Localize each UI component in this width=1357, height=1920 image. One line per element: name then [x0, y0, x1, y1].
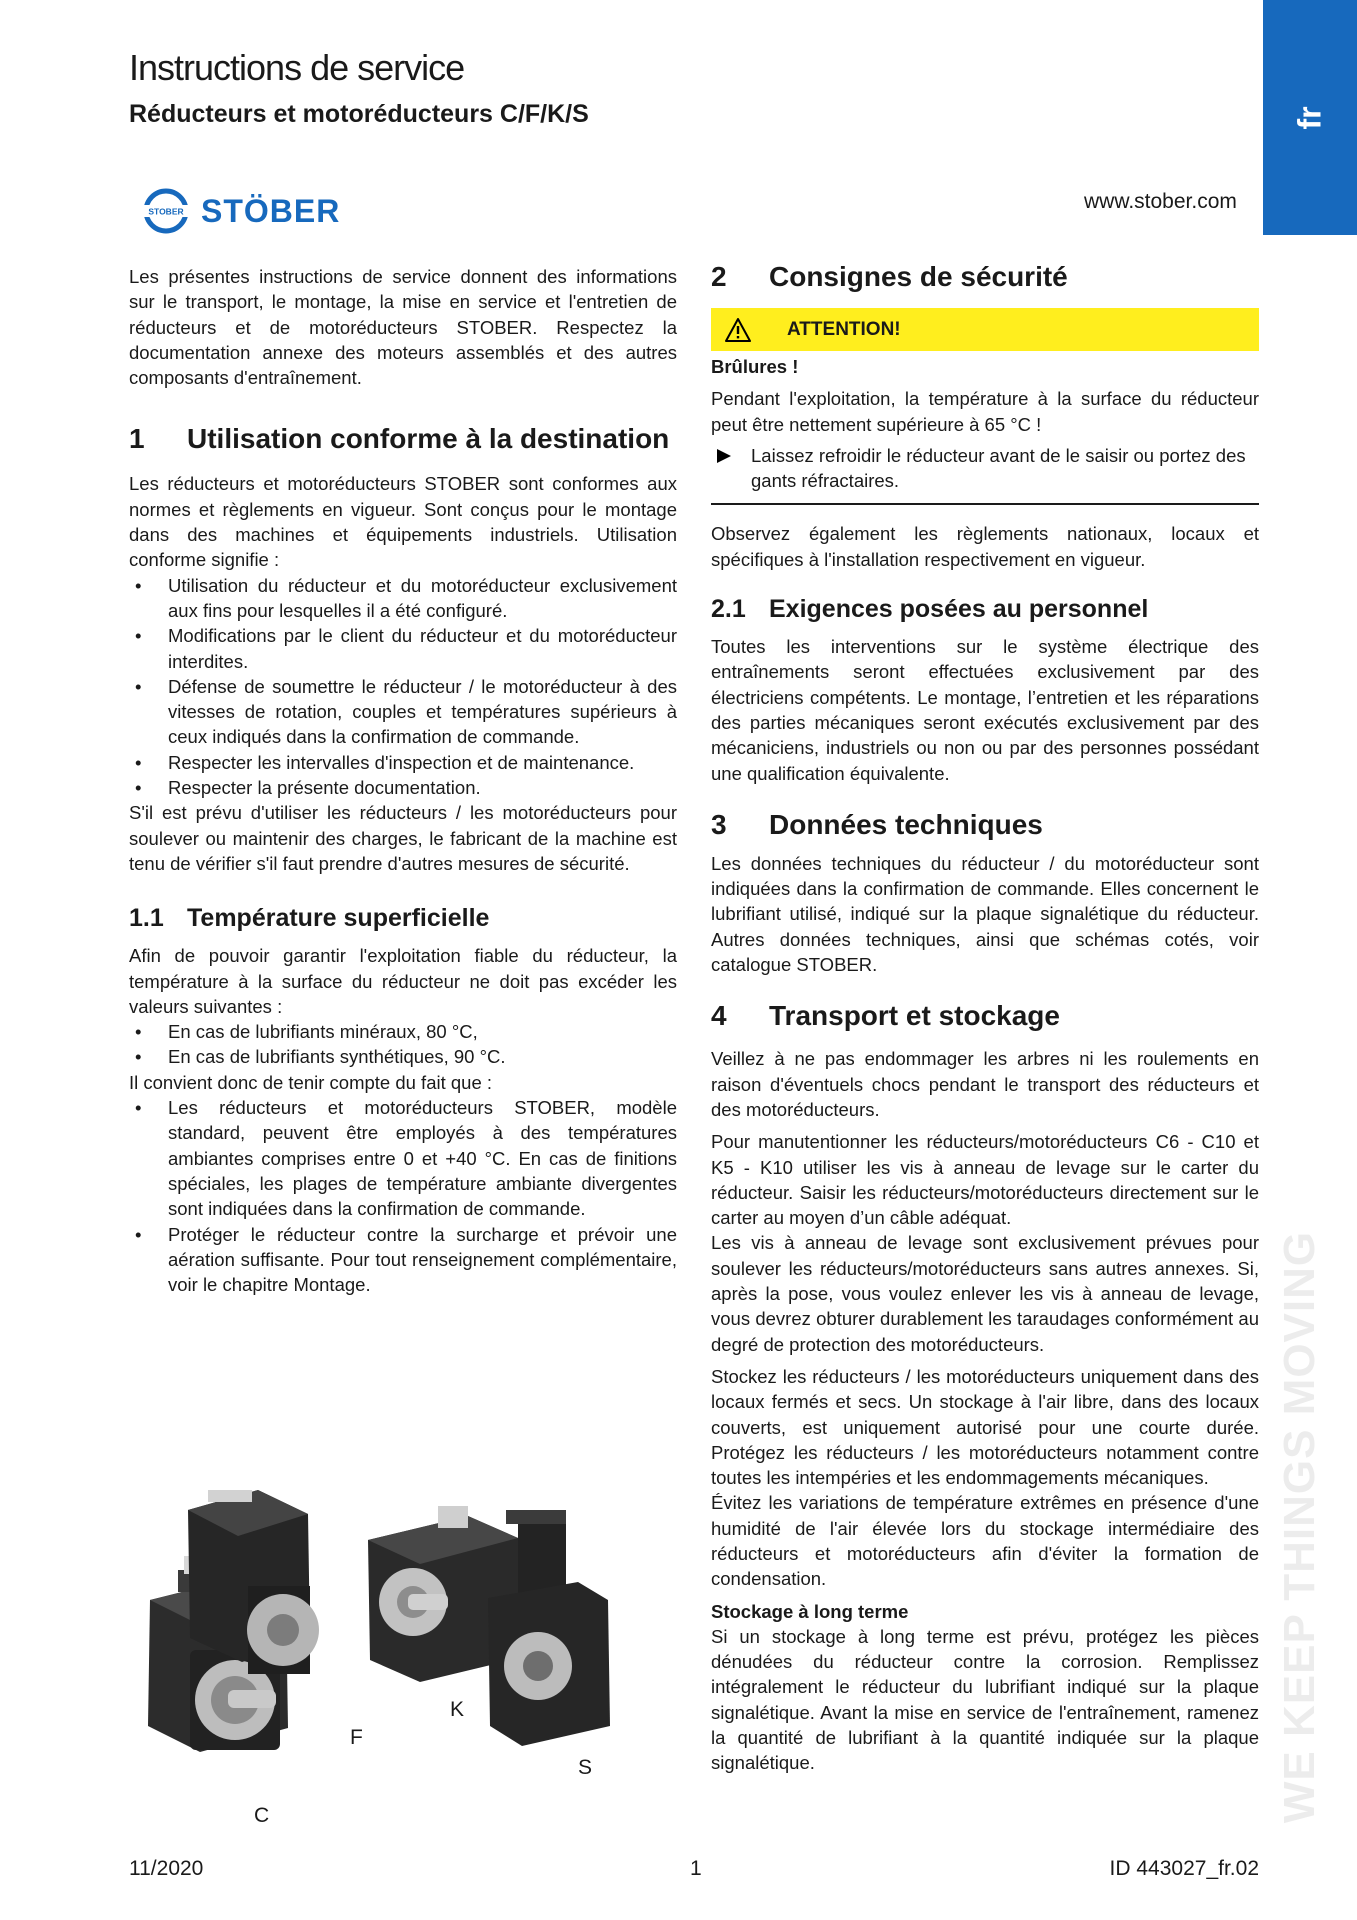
- slogan-watermark: [1250, 1232, 1350, 1822]
- paragraph: Afin de pouvoir garantir l'exploitation fiable du réducteur, la température à la surface du réducteur ne doit pas excéder les valeurs suivantes :: [129, 945, 677, 1017]
- section-number: 4: [711, 1000, 727, 1032]
- action-instruction: Laissez refroidir le réducteur avant de le saisir ou portez des gants réfractaires.: [711, 443, 1259, 494]
- paragraph: Il convient donc de tenir compte du fait que :: [129, 1071, 493, 1093]
- section-number: 3: [711, 808, 727, 840]
- section-2-heading: [711, 258, 1259, 295]
- gear-units-illustration: [138, 1490, 690, 1830]
- list-item: • Protéger le réducteur contre la surcharge et prévoir une aération suffisante. Pour tout renseignement complémentaire, voir le chapitre Montage.: [129, 1222, 677, 1298]
- paragraph: Si un stockage à long terme est prévu, protégez les pièces dénudées du réducteur contre la corrosion. Remplissez intégralement le réducteur du lubrifiant indiqué sur la plaque signalétique. Avant la mise en service de l'entraînement, ramenez la quantité de lubrifiant à la quantité indiquée sur la plaque signalétique.: [711, 1625, 1259, 1774]
- paragraph: Pour manutentionner les réducteurs/motoréducteurs C6 - C10 et K5 - K10 utiliser les vis à anneau de levage sur le carter du réducteur. Saisir les réducteurs/motoréducteurs directement sur le carter au moyen d’un câble adéquat.: [711, 1131, 1259, 1229]
- slogan-text: WE KEEP THINGS MOVING: [1275, 1230, 1324, 1824]
- image-label-f: F: [350, 1726, 363, 1749]
- section-number: 2: [711, 261, 727, 292]
- section-title: Utilisation conforme à la destination: [187, 423, 670, 455]
- section-number: 1: [129, 423, 145, 455]
- section-number: 2.1: [711, 595, 746, 624]
- website-link[interactable]: www.stober.com: [1084, 190, 1237, 213]
- paragraph: Les réducteurs et motoréducteurs STOBER sont conformes aux normes et règlements en vigueur. Sont conçus pour le montage dans des machines et équipements industriels. Utilisation conforme signifie :: [129, 473, 677, 571]
- paragraph: Stockez les réducteurs / les motoréducteurs uniquement dans des locaux fermés et secs. Un stockage à l'air libre, dans des locaux couverts, est uniquement autorisé pour une courte durée. Protégez les réducteurs / les motoréducteurs notamment contre toutes les intempéries et les endommagements mécaniques.: [711, 1365, 1259, 1489]
- image-label-s: S: [578, 1756, 593, 1779]
- paragraph: Pendant l'exploitation, la température à la surface du réducteur peut être nettement supérieure à 65 °C !: [711, 388, 1259, 435]
- section-4-heading: [711, 997, 1259, 1034]
- logo-wordmark: STÖBER: [201, 192, 341, 229]
- logo-ring-icon: [143, 188, 189, 234]
- attention-banner: [711, 308, 1259, 351]
- bullet-list: [129, 1019, 677, 1070]
- list-item: • Les réducteurs et motoréducteurs STOBER, modèle standard, peuvent être employés à des températures ambiantes comprises entre 0 et +40 °C. En cas de finitions spéciales, les plages de température ambiante divergentes sont indiquées dans la confirmation de commande.: [129, 1095, 677, 1221]
- list-item: • En cas de lubrifiants minéraux, 80 °C,: [129, 1019, 677, 1044]
- list-item: • En cas de lubrifiants synthétiques, 90 °C.: [129, 1044, 677, 1069]
- section-number: 1.1: [129, 904, 164, 933]
- attention-divider: [711, 503, 1259, 505]
- logo-ring-text: STOBER: [148, 206, 184, 217]
- footer-date: 11/2020: [129, 1857, 204, 1880]
- footer-page-number: 1: [690, 1857, 702, 1880]
- list-item: • Défense de soumettre le réducteur / le motoréducteur à des vitesses de rotation, couples et températures supérieurs à ceux indiqués dans la confirmation de commande.: [129, 674, 677, 750]
- paragraph: S'il est prévu d'utiliser les réducteurs / les motoréducteurs pour soulever ou maintenir des charges, le fabricant de la machine est tenu de vérifier s'il faut prendre d'autres mesures de sécurité.: [129, 802, 677, 874]
- section-title: Données techniques: [769, 808, 1043, 840]
- left-column: [129, 264, 677, 1297]
- section-title: Consignes de sécurité: [769, 261, 1068, 292]
- attention-label: ATTENTION!: [787, 318, 901, 340]
- list-item: • Modifications par le client du réducteur et du motoréducteur interdites.: [129, 623, 677, 674]
- paragraph: Les données techniques du réducteur / du motoréducteur sont indiquées dans la confirmation de commande. Elles concernent le lubrifiant utilisé, indiqué sur la plaque signalétique du réducteur. Autres données techniques, ainsi que schémas cotés, voir catalogue STOBER.: [711, 852, 1259, 976]
- section-2-1-heading: [711, 594, 1259, 624]
- intro-paragraph: Les présentes instructions de service donnent des informations sur le transport, le montage, la mise en service et l'entretien de réducteurs et de motoréducteurs STOBER. Respectez la documentation annexe des moteurs assemblés et des autres composants d'entraînement.: [129, 266, 677, 389]
- bullet-list: [129, 573, 677, 801]
- page-title: Instructions de service: [129, 47, 465, 88]
- paragraph: Observez également les règlements nationaux, locaux et spécifiques à l'installation respectivement en vigueur.: [711, 523, 1259, 570]
- section-1-heading: [129, 420, 677, 457]
- list-item: • Respecter la présente documentation.: [129, 775, 677, 800]
- stober-logo: [143, 188, 340, 234]
- warning-triangle-icon: [725, 317, 751, 343]
- paragraph: Évitez les variations de température extrêmes en présence d'une humidité de l'air élevée lors du stockage intermédiaire des réducteurs et motoréducteurs afin d'éviter la formation de condensation.: [711, 1492, 1259, 1590]
- footer-document-id: ID 443027_fr.02: [1109, 1857, 1259, 1880]
- image-label-k: K: [450, 1698, 465, 1721]
- language-tab-label: fr: [1291, 106, 1328, 130]
- page-subtitle: Réducteurs et motoréducteurs C/F/K/S: [129, 100, 589, 128]
- section-3-heading: [711, 806, 1259, 843]
- section-title: Transport et stockage: [769, 1000, 1060, 1032]
- hazard-title: Brûlures !: [711, 356, 799, 377]
- subsection-title: Stockage à long terme: [711, 1600, 909, 1622]
- section-title: Exigences posées au personnel: [769, 595, 1149, 624]
- list-item: • Utilisation du réducteur et du motoréducteur exclusivement aux fins pour lesquelles il a été configuré.: [129, 573, 677, 624]
- list-item: • Respecter les intervalles d'inspection et de maintenance.: [129, 750, 677, 775]
- bullet-list: [129, 1095, 677, 1297]
- image-label-c: C: [254, 1804, 270, 1827]
- language-tab: [1263, 0, 1357, 235]
- paragraph: Toutes les interventions sur le système électrique des entraînements seront effectuées exclusivement par des électriciens compétents. Le montage, l’entretien et les réparations des parties mécaniques seront exécutés exclusivement par des mécaniciens, industriels ou non ou par des personnes possédant une qualification équivalente.: [711, 636, 1259, 784]
- section-title: Température superficielle: [187, 904, 490, 933]
- paragraph: Veillez à ne pas endommager les arbres ni les roulements en raison d'éventuels chocs pendant le transport des réducteurs et des motoréducteurs.: [711, 1048, 1259, 1120]
- section-1-1-heading: [129, 903, 677, 933]
- paragraph: Les vis à anneau de levage sont exclusivement prévues pour soulever les réducteurs/motoréducteurs sans autres annexes. Si, après la pose, vous voulez enlever les vis à anneau de levage, vous devrez obturer durablement les taraudages conformément au degré de protection des motoréducteurs.: [711, 1232, 1259, 1355]
- right-column: [711, 258, 1259, 1776]
